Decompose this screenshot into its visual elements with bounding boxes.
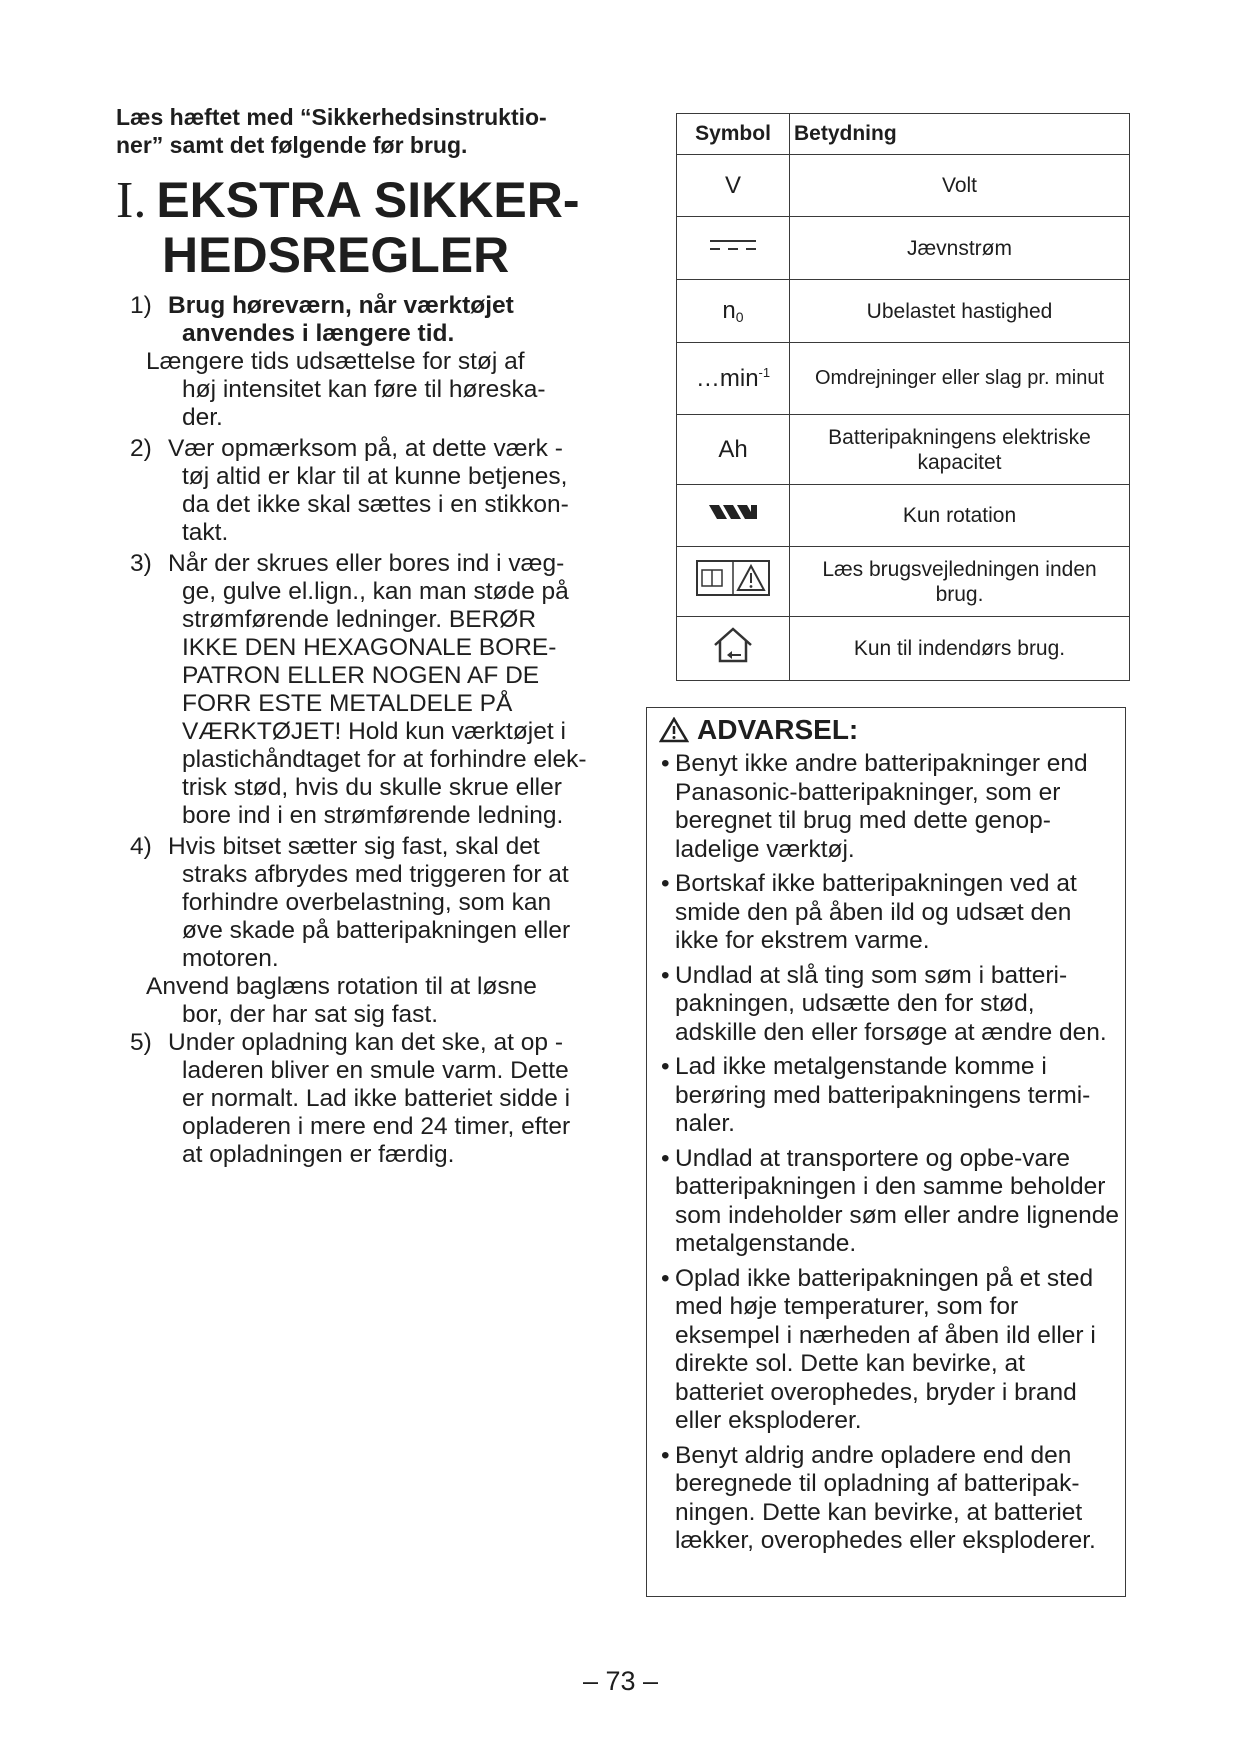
symbol-table: [676, 113, 1130, 681]
warning-item: • Undlad at transportere og opbe-vare batteripakningen i den samme beholder som indeholder søm eller andre lignende metalgenstande.: [659, 1145, 1119, 1259]
table-row: $\dots\min^{-1}$ Omdrejninger eller slag pr. minut: [677, 343, 1130, 415]
safety-rules-list: [116, 292, 628, 1169]
warning-item: • Oplad ikke batteripakningen på et sted med høje temperaturer, som for eksempel i nærheden af åben ild eller i direkte sol. Dette kan bevirke, at batteriet overophedes, bryder i brand eller eksploderer.: [659, 1265, 1119, 1436]
warning-item: • Benyt ikke andre batteripakninger end Panasonic-batteripakninger, som er beregnet til brug med dette genop-ladelige værktøj.: [659, 750, 1119, 864]
warning-icon: [659, 717, 689, 743]
rule-item: 1) Brug høreværn, når værktøjet anvendes i længere tid. Længere tids udsættelse for støj af høj intensitet kan føre til høreska- der.: [130, 292, 546, 431]
intro-text: Læs hæftet med “Sikkerhedsinstruktio- ner” samt det følgende før brug.: [116, 104, 547, 158]
table-header-row: [677, 114, 1130, 155]
warning-item: • Undlad at slå ting som søm i batteri-pakningen, udsætte den for stød, adskille den eller forsøge at ændre den.: [659, 962, 1119, 1048]
rule-item: 5) Under opladning kan det ske, at op - laderen bliver en smule varm. Dette er normalt. Lad ikke batteriet sidde i opladeren i mere end 24 timer, efter at opladningen er færdig.: [130, 1029, 571, 1168]
table-row: Læs brugsvejledningen inden brug.: [677, 547, 1130, 617]
left-column: [116, 103, 628, 1169]
warning-title: ADVARSEL:: [659, 714, 1119, 746]
roman-numeral: I.: [116, 172, 147, 229]
manual-warning-icon: [696, 560, 770, 596]
rule-item: 3) Når der skrues eller bores ind i væg- ge, gulve el.lign., kan man støde på strømførende ledninger. BERØR IKKE DEN HEXAGONALE BORE- PATRON ELLER NOGEN AF DE FORR ESTE METALDELE PÅ VÆRKTØJET! Hold kun værktøjet i plastichåndtaget for at forhindre elek- trisk stød, hvis du skulle skrue eller bore ind i en strømførende ledning.: [130, 550, 587, 829]
section-heading: I. EKSTRA SIKKER- HEDSREGLER: [116, 172, 580, 283]
warning-list: [659, 750, 1119, 1556]
table-row: Ah Batteripakningens elektriske kapacitet: [677, 415, 1130, 485]
table-row: Kun til indendørs brug.: [677, 617, 1130, 681]
warning-box: [646, 707, 1126, 1597]
header-meaning: Betydning: [790, 114, 1130, 155]
volt-symbol: V: [677, 155, 790, 217]
header-symbol: Symbol: [677, 114, 790, 155]
rotation-icon: [707, 501, 759, 523]
per-minute-symbol: $\dots\min^{-1}$: [677, 343, 790, 415]
indoor-icon: [711, 625, 755, 665]
table-row: V Volt: [677, 155, 1130, 217]
warning-item: • Lad ikke metalgenstande komme i berøring med batteripakningens termi-naler.: [659, 1053, 1119, 1139]
table-row: Kun rotation: [677, 485, 1130, 547]
warning-item: • Bortskaf ikke batteripakningen ved at smide den på åben ild og udsæt den ikke for ekstrem varme.: [659, 870, 1119, 956]
no-load-speed-symbol: n0: [677, 280, 790, 343]
page-number: – 73 –: [582, 1666, 659, 1696]
warning-item: • Benyt aldrig andre opladere end den beregnede til opladning af batteripak-ningen. Dette kan bevirke, at batteriet lækker, overophedes eller eksploderer.: [659, 1442, 1119, 1556]
rule-item: 4) Hvis bitset sætter sig fast, skal det straks afbrydes med triggeren for at forhindre overbelastning, som kan øve skade på batteripakningen eller motoren. Anvend baglæns rotation til at løsne bor, der har sat sig fast.: [130, 833, 571, 1028]
rule-item: 2) Vær opmærksom på, at dette værk - tøj altid er klar til at kunne betjenes, da det ikke skal sættes i en stikkon- takt.: [130, 435, 569, 546]
table-row: n0 Ubelastet hastighed: [677, 280, 1130, 343]
table-row: Jævnstrøm: [677, 217, 1130, 280]
dc-icon: [708, 235, 758, 255]
ampere-hour-symbol: Ah: [677, 415, 790, 485]
